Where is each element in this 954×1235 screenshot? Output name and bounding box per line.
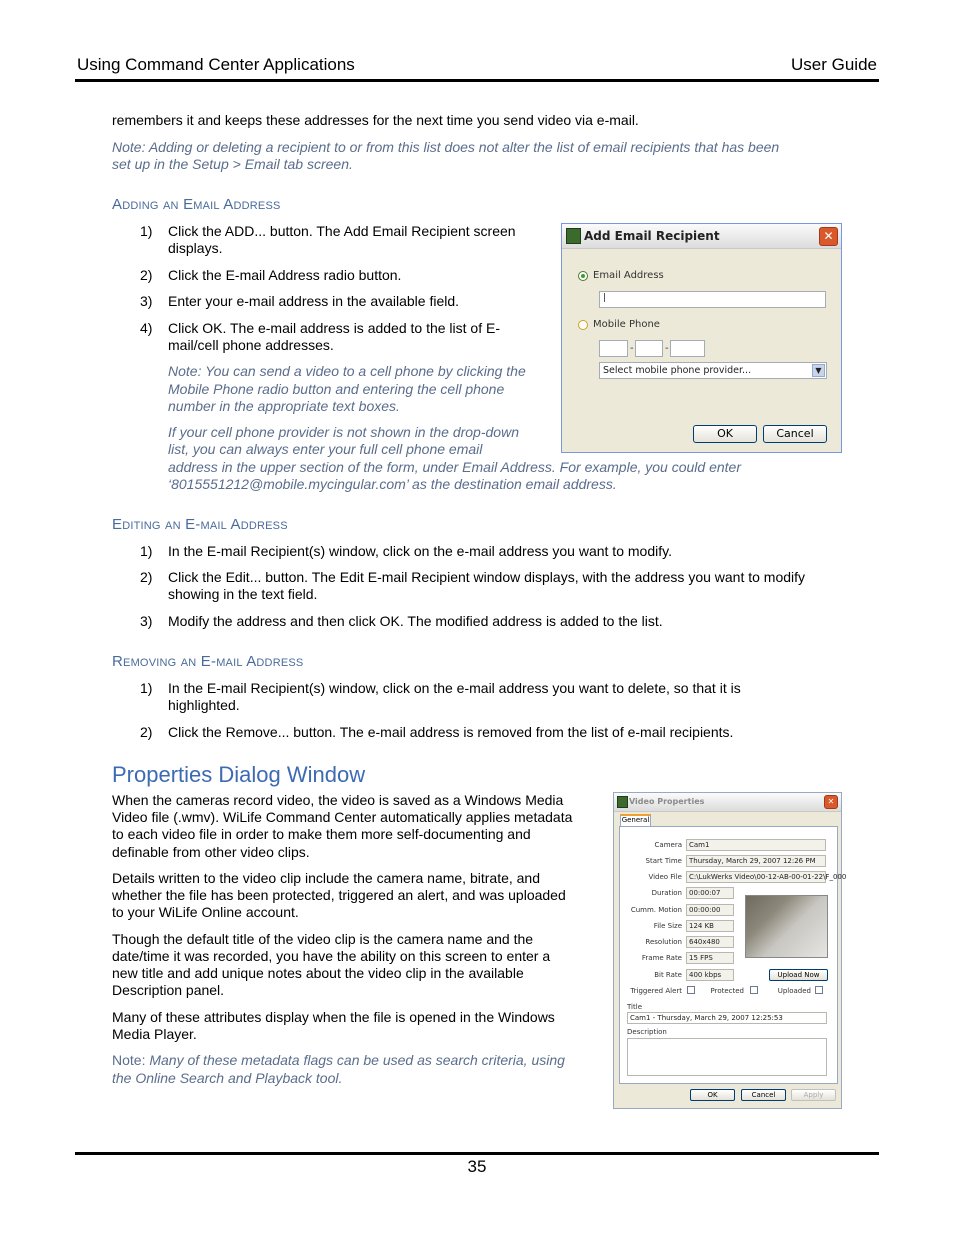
page-number: 35 xyxy=(467,1157,487,1176)
step-number: 2) xyxy=(140,267,153,283)
description-label: Description xyxy=(627,1028,667,1036)
provider-note-line: ‘8015551212@mobile.mycingular.com’ as the destination email address. xyxy=(168,476,617,492)
app-icon xyxy=(617,796,628,808)
intro-note-line1: Note: Adding or deleting a recipient to or from this list does not alter the list of email recipients that has been xyxy=(112,139,780,155)
step-text: Modify the address and then click OK. The modified address is added to the list. xyxy=(168,613,663,629)
video-file-label: Video File xyxy=(648,873,682,881)
cumm-motion-field: 00:00:00 xyxy=(686,904,734,916)
app-icon xyxy=(566,228,581,244)
step-text: In the E-mail Recipient(s) window, click on the e-mail address you want to delete, so that it is xyxy=(168,680,741,696)
dialog-title: Video Properties xyxy=(629,797,705,806)
step-text: Click the ADD... button. The Add Email Recipient screen xyxy=(168,223,516,239)
description-textarea[interactable] xyxy=(627,1038,827,1076)
paragraph-line: When the cameras record video, the video is saved as a Windows Media xyxy=(112,792,564,808)
step-text: mail/cell phone addresses. xyxy=(168,337,334,353)
running-header-guide: User Guide xyxy=(791,55,877,74)
note-label: Note: xyxy=(112,1052,146,1068)
footer-rule xyxy=(75,1152,879,1155)
uploaded-label: Uploaded xyxy=(777,987,811,995)
dialog-titlebar xyxy=(562,224,841,249)
paragraph-line: Though the default title of the video clip is the camera name and the xyxy=(112,931,534,947)
step-text: Click the E-mail Address radio button. xyxy=(168,267,402,283)
editing-heading: Editing an E-mail Address xyxy=(112,516,288,533)
provider-note-line: address in the upper section of the form, under Email Address. For example, you could enter xyxy=(168,459,742,475)
mobile-note-line: number in the appropriate text boxes. xyxy=(168,398,400,414)
start-time-label: Start Time xyxy=(645,857,682,865)
line-number-input[interactable] xyxy=(670,340,705,357)
apply-button[interactable]: Apply xyxy=(791,1089,836,1101)
adding-heading: Adding an Email Address xyxy=(112,196,281,213)
frame-rate-field: 15 FPS xyxy=(686,952,734,964)
title-label: Title xyxy=(627,1003,643,1011)
step-text: showing in the text field. xyxy=(168,586,318,602)
duration-field: 00:00:07 xyxy=(686,887,734,899)
protected-label: Protected xyxy=(710,987,744,995)
video-thumbnail xyxy=(745,895,828,958)
resolution-field: 640x480 xyxy=(686,936,734,948)
tab-general[interactable]: General xyxy=(621,816,650,824)
note-text: Many of these metadata flags can be used as search criteria, using xyxy=(145,1052,565,1068)
cancel-button[interactable]: Cancel xyxy=(741,1089,786,1101)
step-text: Click OK. The e-mail address is added to the list of E- xyxy=(168,320,500,336)
mobile-phone-label: Mobile Phone xyxy=(593,319,660,330)
paragraph-line: Media Player. xyxy=(112,1026,197,1042)
area-code-input[interactable] xyxy=(599,340,628,357)
step-number: 3) xyxy=(140,293,153,309)
paragraph-line: to each video file in order to make them more self-documenting and xyxy=(112,826,531,842)
camera-label: Camera xyxy=(654,841,682,849)
frame-rate-label: Frame Rate xyxy=(641,954,682,962)
properties-heading: Properties Dialog Window xyxy=(112,762,366,787)
step-number: 2) xyxy=(140,569,153,585)
provider-note-line: list, you can always enter your full cell phone email xyxy=(168,441,483,457)
email-address-label: Email Address xyxy=(593,270,664,281)
ok-button[interactable]: OK xyxy=(690,1089,735,1101)
paragraph-line: whether the file has been protected, triggered an alert, and was uploaded xyxy=(112,887,566,903)
file-size-field: 124 KB xyxy=(686,920,734,932)
running-header-title: Using Command Center Applications xyxy=(77,55,355,74)
uploaded-checkbox[interactable] xyxy=(815,986,823,994)
intro-text: remembers it and keeps these addresses for the next time you send video via e-mail. xyxy=(112,112,639,128)
duration-label: Duration xyxy=(651,889,682,897)
mobile-note-line: Mobile Phone radio button and entering the cell phone xyxy=(168,381,505,397)
email-address-radio[interactable] xyxy=(578,271,588,281)
step-number: 4) xyxy=(140,320,153,336)
title-input[interactable]: Cam1 - Thursday, March 29, 2007 12:25:53 xyxy=(627,1012,827,1024)
paragraph-line: date/time it was recorded, you have the ability on this screen to enter a xyxy=(112,948,551,964)
paragraph-line: to your WiLife Online account. xyxy=(112,904,299,920)
step-number: 1) xyxy=(140,543,153,559)
step-number: 3) xyxy=(140,613,153,629)
resolution-label: Resolution xyxy=(645,938,682,946)
video-file-field: C:\LukWerks Video\00-12-AB-00-01-22\F_000 xyxy=(686,871,826,883)
camera-field: Cam1 xyxy=(686,839,826,851)
paragraph-line: definable from other video clips. xyxy=(112,844,310,860)
mobile-phone-radio[interactable] xyxy=(578,320,588,330)
step-number: 1) xyxy=(140,680,153,696)
step-text: Enter your e-mail address in the available field. xyxy=(168,293,460,309)
provider-placeholder: Select mobile phone provider... xyxy=(603,365,752,376)
metadata-note-line2: the Online Search and Playback tool. xyxy=(112,1070,343,1086)
add-email-recipient-dialog xyxy=(561,223,842,453)
cancel-button[interactable]: Cancel xyxy=(763,425,827,443)
dialog-title: Add Email Recipient xyxy=(584,229,720,243)
paragraph-line: new title and add unique notes about the video clip in the available xyxy=(112,965,524,981)
close-icon[interactable]: ✕ xyxy=(819,227,838,246)
bit-rate-label: Bit Rate xyxy=(654,971,682,979)
mobile-provider-select[interactable] xyxy=(599,362,827,379)
email-address-input[interactable]: | xyxy=(599,291,826,308)
chevron-down-icon[interactable]: ▼ xyxy=(812,364,825,377)
intro-note-line2: set up in the Setup > Email tab screen. xyxy=(112,156,353,172)
ok-button[interactable]: OK xyxy=(693,425,757,443)
dialog-titlebar xyxy=(614,793,841,812)
provider-note-line: If your cell phone provider is not shown in the drop-down xyxy=(168,424,519,440)
upload-now-button[interactable]: Upload Now xyxy=(769,969,828,981)
paragraph-line: Description panel. xyxy=(112,982,225,998)
video-properties-dialog xyxy=(613,792,847,1109)
step-number: 2) xyxy=(140,724,153,740)
header-rule xyxy=(75,79,879,82)
dash-separator: - xyxy=(665,343,669,354)
removing-heading: Removing an E-mail Address xyxy=(112,653,304,670)
step-text: Click the Edit... button. The Edit E-mail Recipient window displays, with the address you want to modify xyxy=(168,569,806,585)
step-text: In the E-mail Recipient(s) window, click on the e-mail address you want to modify. xyxy=(168,543,672,559)
bit-rate-field: 400 kbps xyxy=(686,969,734,981)
close-icon[interactable]: ✕ xyxy=(824,795,838,809)
step-number: 1) xyxy=(140,223,153,239)
step-text: displays. xyxy=(168,240,223,256)
paragraph-line: Video file (.wmv). WiLife Command Center automatically applies metadata xyxy=(112,809,573,825)
triggered-alert-label: Triggered Alert xyxy=(630,987,682,995)
paragraph-line: Many of these attributes display when the file is opened in the Windows xyxy=(112,1009,555,1025)
step-text: Click the Remove... button. The e-mail address is removed from the list of e-mail recipients. xyxy=(168,724,734,740)
metadata-note-line1 xyxy=(112,1052,565,1069)
paragraph-line: Details written to the video clip include the camera name, bitrate, and xyxy=(112,870,541,886)
start-time-field: Thursday, March 29, 2007 12:26 PM xyxy=(686,855,826,867)
dash-separator: - xyxy=(630,343,634,354)
mobile-note-line: Note: You can send a video to a cell phone by clicking the xyxy=(168,363,526,379)
file-size-label: File Size xyxy=(653,922,682,930)
cumm-motion-label: Cumm. Motion xyxy=(630,906,682,914)
step-text: highlighted. xyxy=(168,697,240,713)
prefix-input[interactable] xyxy=(635,340,663,357)
